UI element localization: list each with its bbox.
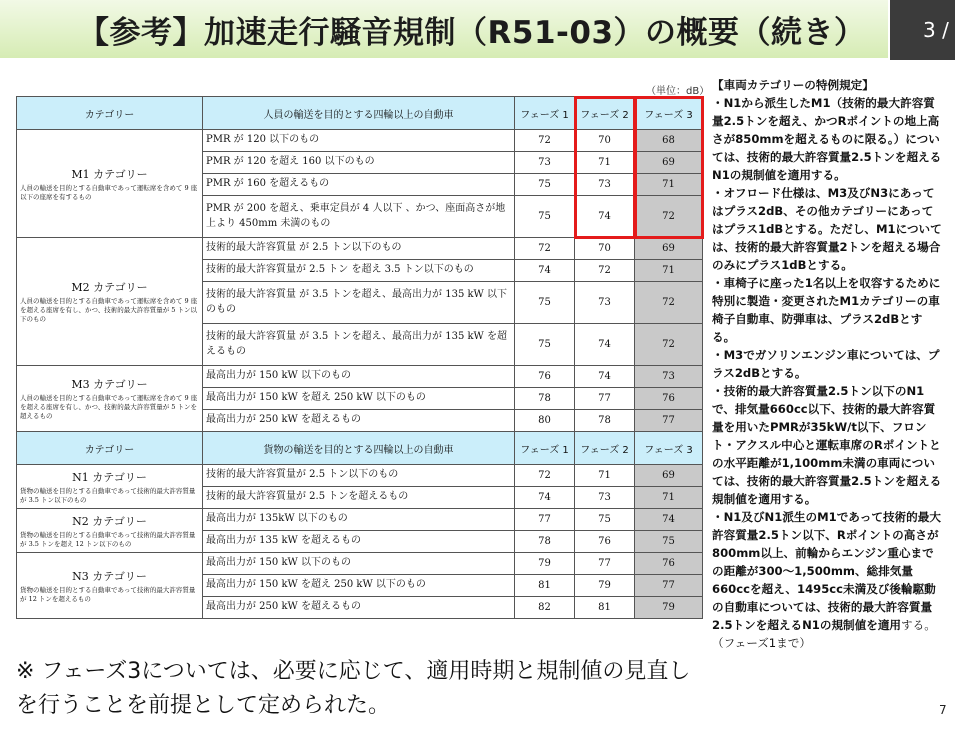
special-provision-item (712, 184, 944, 274)
condition-cell: 最高出力が 135 kW を超えるもの (203, 531, 515, 553)
phase2-value: 77 (575, 388, 635, 410)
table-row (17, 130, 703, 152)
cargo-header-desc: 貨物の輸送を目的とする四輪以上の自動車 (203, 432, 515, 465)
category-name: M3 カテゴリー (71, 378, 148, 392)
phase3-value: 73 (635, 366, 703, 388)
special-provision-item (712, 346, 944, 382)
phase3-value: 72 (635, 282, 703, 324)
phase2-value: 71 (575, 465, 635, 487)
passenger-header-phase2: フェーズ 2 (575, 97, 635, 130)
passenger-header-row (17, 97, 703, 130)
condition-cell: 技術的最大許容質量が 2.5 トンを超えるもの (203, 487, 515, 509)
condition-cell: PMR が 160 を超えるもの (203, 174, 515, 196)
phase2-value: 74 (575, 366, 635, 388)
phase1-value: 82 (515, 597, 575, 619)
phase3-value: 75 (635, 531, 703, 553)
table-row (17, 465, 703, 487)
phase2-value: 72 (575, 260, 635, 282)
cargo-header-phase1: フェーズ 1 (515, 432, 575, 465)
category-name: N3 カテゴリー (72, 569, 147, 583)
category-cell (17, 130, 203, 238)
phase3-value: 69 (635, 152, 703, 174)
special-provision-text: ・N1及びN1派生のM1であって技術的最大許容質量2.5トン以下、Rポイントの高さが800mm以上、前輪からエンジン重心までの距離が300～1,500mm、総排気量660ccを超え、1495cc未満及び後輪駆動の自動車については、技術的最大許容質量2.5トンを超えるN1の規制値を適用 (712, 510, 941, 632)
phase3-value: 77 (635, 410, 703, 432)
category-description: 貨物の輸送を目的とする自動車であって技術的最大許容質量が 12 トンを超えるもの (20, 585, 196, 603)
special-provision-text: ・オフロード仕様は、M3及びN3にあってはプラス2dB、その他カテゴリーにあってはプラス1dBとする。ただし、M1については、技術的最大許容質量2トンを超える場合のみにプラス1dBとする。 (712, 186, 942, 272)
passenger-header-desc: 人員の輸送を目的とする四輪以上の自動車 (203, 97, 515, 130)
category-cell (17, 366, 203, 432)
page-number: 7 (939, 703, 947, 717)
phase3-value: 77 (635, 575, 703, 597)
phase2-value: 75 (575, 509, 635, 531)
phase3-value: 72 (635, 196, 703, 238)
phase2-value: 76 (575, 531, 635, 553)
phase3-value: 72 (635, 324, 703, 366)
special-provision-text: ・技術的最大許容質量2.5トン以下のN1で、排気量660cc以下、技術的最大許容質量を用いたPMRが35kW/t以下、フロント・アクスル中心と運転車席のRポイントとの水平距離が1,100mm未満の車両については、技術的最大許容質量2.5トンを超える規制値を適用する。 (712, 384, 942, 506)
slide-title: 【参考】加速走行騒音規制（R51-03）の概要（続き） (78, 14, 866, 51)
phase2-value: 73 (575, 487, 635, 509)
phase3-value: 76 (635, 553, 703, 575)
condition-cell: 最高出力が 150 kW 以下のもの (203, 553, 515, 575)
cargo-header-phase2: フェーズ 2 (575, 432, 635, 465)
passenger-section (17, 97, 703, 432)
table-row (17, 553, 703, 575)
cargo-section (17, 432, 703, 619)
phase2-value: 73 (575, 282, 635, 324)
special-provision-text: ・M3でガソリンエンジン車については、プラス2dBとする。 (712, 348, 940, 380)
phase3-value: 71 (635, 487, 703, 509)
phase2-value: 71 (575, 152, 635, 174)
phase1-value: 78 (515, 388, 575, 410)
phase1-value: 79 (515, 553, 575, 575)
phase2-value: 78 (575, 410, 635, 432)
phase1-value: 74 (515, 487, 575, 509)
phase1-value: 72 (515, 465, 575, 487)
special-provisions-panel (712, 76, 944, 652)
category-name: M1 カテゴリー (71, 167, 148, 181)
cargo-header-category: カテゴリー (17, 432, 203, 465)
passenger-header-phase1: フェーズ 1 (515, 97, 575, 130)
cargo-header-phase3: フェーズ 3 (635, 432, 703, 465)
condition-cell: 最高出力が 135kW 以下のもの (203, 509, 515, 531)
condition-cell: 最高出力が 250 kW を超えるもの (203, 597, 515, 619)
phase2-value: 81 (575, 597, 635, 619)
phase1-value: 75 (515, 282, 575, 324)
phase1-value: 75 (515, 324, 575, 366)
phase1-value: 73 (515, 152, 575, 174)
phase2-value: 77 (575, 553, 635, 575)
condition-cell: 技術的最大許容質量が 2.5 トン以下のもの (203, 465, 515, 487)
special-provision-item (712, 94, 944, 184)
category-cell (17, 238, 203, 366)
category-name: N1 カテゴリー (72, 470, 147, 484)
phase1-value: 81 (515, 575, 575, 597)
phase1-value: 74 (515, 260, 575, 282)
phase1-value: 75 (515, 196, 575, 238)
phase1-value: 78 (515, 531, 575, 553)
phase2-value: 73 (575, 174, 635, 196)
phase3-value: 79 (635, 597, 703, 619)
table-row (17, 238, 703, 260)
condition-cell: 技術的最大許容質量が 2.5 トン を超え 3.5 トン以下のもの (203, 260, 515, 282)
passenger-header-category: カテゴリー (17, 97, 203, 130)
phase2-value: 70 (575, 130, 635, 152)
phase3-value: 71 (635, 260, 703, 282)
special-provision-item (712, 508, 944, 652)
condition-cell: PMR が 200 を超え、乗車定員が 4 人以下 、かつ、座面高さが地上より 450mm 未満のもの (203, 196, 515, 238)
phase3-value: 69 (635, 465, 703, 487)
title-bar (0, 0, 888, 58)
special-provision-tail: する。（フェーズ1まで） (712, 618, 936, 650)
condition-cell: 技術的最大許容質量 が 2.5 トン以下のもの (203, 238, 515, 260)
special-provision-item (712, 274, 944, 346)
phase1-value: 76 (515, 366, 575, 388)
phase2-value: 74 (575, 324, 635, 366)
phase2-value: 70 (575, 238, 635, 260)
condition-cell: 最高出力が 150 kW 以下のもの (203, 366, 515, 388)
phase2-value: 74 (575, 196, 635, 238)
category-cell (17, 465, 203, 509)
page-badge: 3 / (890, 0, 955, 60)
condition-cell: PMR が 120 を超え 160 以下のもの (203, 152, 515, 174)
category-description: 人員の輸送を目的とする自動車であって運転席を含めて 9 座以下の座席を有するもの (20, 183, 198, 201)
phase3-review-note: ※ フェーズ3については、必要に応じて、適用時期と規制値の見直しを行うことを前提として定められた。 (16, 659, 691, 718)
phase1-value: 72 (515, 130, 575, 152)
noise-limit-table (16, 96, 703, 619)
condition-cell: 技術的最大許容質量 が 3.5 トンを超え、最高出力が 135 kW を超えるもの (203, 324, 515, 366)
phase3-value: 71 (635, 174, 703, 196)
special-provisions-title: 【車両カテゴリーの特例規定】 (712, 78, 874, 92)
unit-note: （単位：dB） (646, 86, 710, 97)
phase1-value: 75 (515, 174, 575, 196)
cargo-header-row (17, 432, 703, 465)
category-description: 人員の輸送を目的とする自動車であって運転席を含めて 9 座を超える座席を有し、かつ、技術的最大許容質量が 5 トンを超えるもの (20, 394, 198, 420)
category-name: M2 カテゴリー (71, 281, 148, 295)
condition-cell: 最高出力が 150 kW を超え 250 kW 以下のもの (203, 575, 515, 597)
table-row (17, 366, 703, 388)
category-cell (17, 553, 203, 619)
category-description: 貨物の輸送を目的とする自動車であって技術的最大許容質量が 3.5 トン以下のもの (20, 486, 196, 504)
special-provision-text: ・N1から派生したM1（技術的最大許容質量2.5トンを超え、かつRポイントの地上高さが850mmを超えるものに限る。）については、技術的最大許容質量2.5トンを超えるN1の規制値を適用する。 (712, 96, 942, 182)
phase1-value: 77 (515, 509, 575, 531)
phase1-value: 80 (515, 410, 575, 432)
category-cell (17, 509, 203, 553)
special-provision-text: ・車椅子に座った1名以上を収容するために特別に製造・変更されたM1カテゴリーの車椅子自動車、防弾車は、プラス2dBとする。 (712, 276, 941, 344)
condition-cell: 技術的最大許容質量 が 3.5 トンを超え、最高出力が 135 kW 以下のもの (203, 282, 515, 324)
category-description: 貨物の輸送を目的とする自動車であって技術的最大許容質量が 3.5 トンを超え 12 トン以下のもの (20, 530, 196, 548)
phase3-value: 76 (635, 388, 703, 410)
phase3-value: 69 (635, 238, 703, 260)
condition-cell: 最高出力が 150 kW を超え 250 kW 以下のもの (203, 388, 515, 410)
category-description: 人員の輸送を目的とする自動車であって運転席を含めて 9 座を超える座席を有し、かつ、技術的最大許容質量が 5 トン以下のもの (20, 297, 198, 323)
phase3-value: 68 (635, 130, 703, 152)
special-provision-item (712, 382, 944, 508)
condition-cell: 最高出力が 250 kW を超えるもの (203, 410, 515, 432)
phase3-value: 74 (635, 509, 703, 531)
phase2-value: 79 (575, 575, 635, 597)
category-name: N2 カテゴリー (72, 514, 147, 528)
phase1-value: 72 (515, 238, 575, 260)
condition-cell: PMR が 120 以下のもの (203, 130, 515, 152)
passenger-header-phase3: フェーズ 3 (635, 97, 703, 130)
table-row (17, 509, 703, 531)
